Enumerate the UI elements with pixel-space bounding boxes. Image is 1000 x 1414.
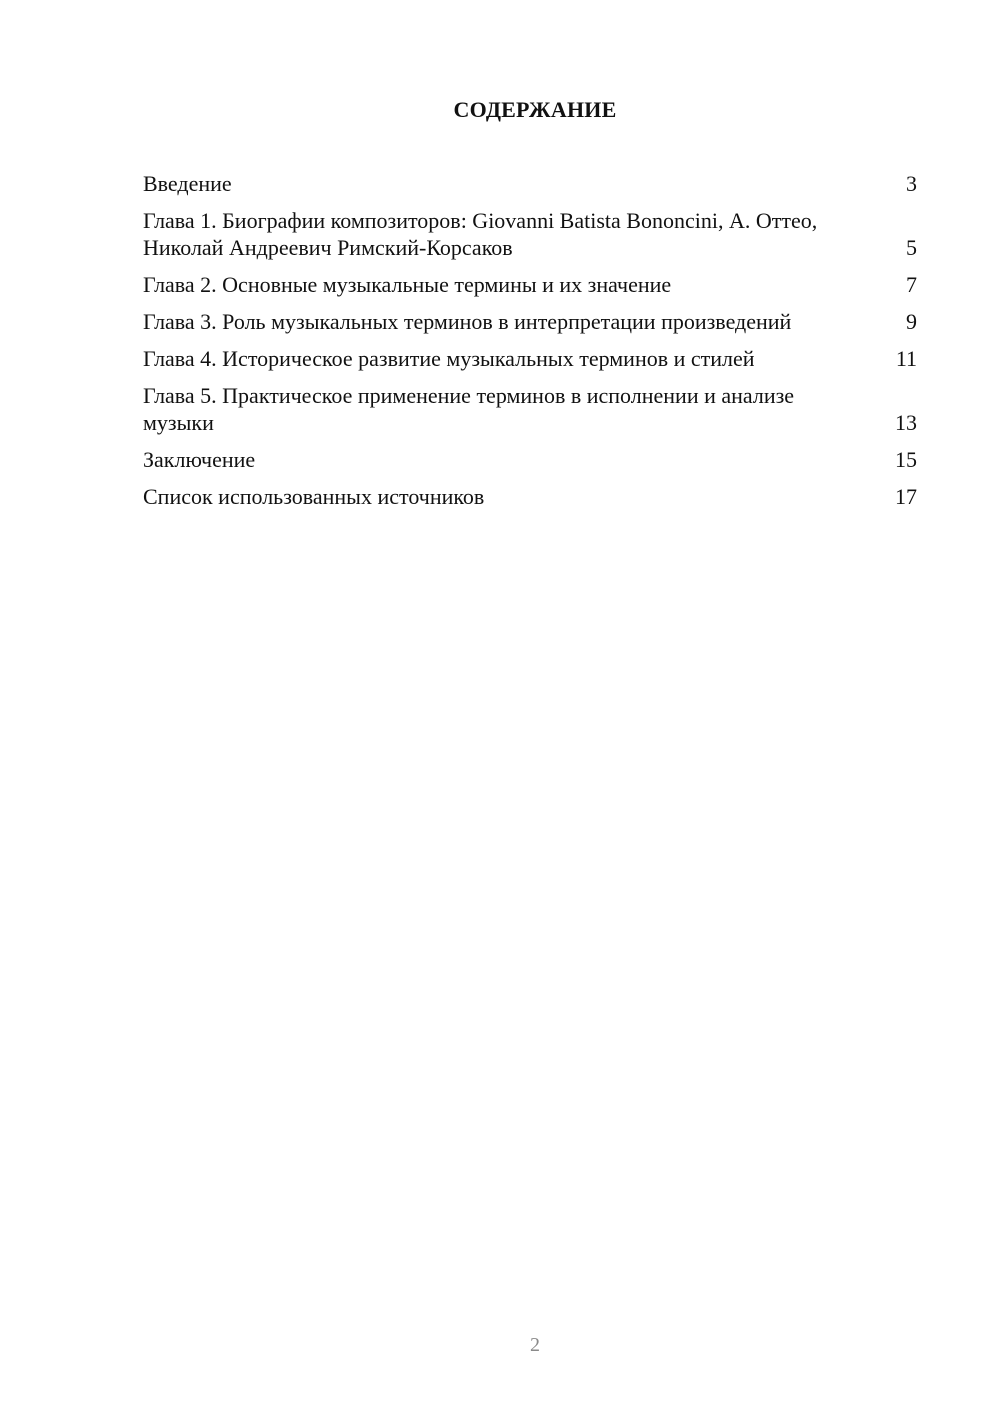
- toc-entry-label: Список использованных источников: [143, 484, 485, 509]
- toc-entry-chapter-4: [143, 345, 919, 372]
- contents-heading: СОДЕРЖАНИЕ: [453, 97, 617, 122]
- toc-entry-label: Введение: [143, 171, 232, 196]
- toc-entry-page: 3: [906, 171, 917, 196]
- toc-entry-page: 7: [906, 272, 917, 297]
- toc-entry-chapter-3: [143, 308, 919, 335]
- toc-entry-label: Глава 4. Историческое развитие музыкальных терминов и стилей: [143, 346, 755, 371]
- toc-entry-page: 13: [895, 410, 917, 435]
- toc-entry-page: 15: [895, 447, 917, 472]
- page-number: 2: [530, 1334, 540, 1356]
- toc-entry-introduction: [143, 170, 919, 197]
- toc-entry-references: [143, 483, 919, 510]
- toc-entry-label: Глава 1. Биографии композиторов: Giovanni Batista Bononcini, А. Оттео, Николай Андреевич Римский-Корсаков: [143, 208, 818, 260]
- toc-entry-label: Заключение: [143, 447, 256, 472]
- toc-entry-label: Глава 5. Практическое применение терминов в исполнении и анализе музыки: [143, 383, 795, 435]
- toc-entry-page: 5: [906, 235, 917, 260]
- table-of-contents: [143, 170, 919, 520]
- toc-entry-conclusion: [143, 446, 919, 473]
- toc-entry-page: 11: [895, 346, 917, 371]
- toc-entry-chapter-5: [143, 382, 919, 436]
- toc-entry-label: Глава 2. Основные музыкальные термины и их значение: [143, 272, 672, 297]
- toc-entry-chapter-2: [143, 271, 919, 298]
- toc-entry-page: 9: [906, 309, 917, 334]
- toc-entry-page: 17: [895, 484, 917, 509]
- toc-entry-label: Глава 3. Роль музыкальных терминов в интерпретации произведений: [143, 309, 792, 334]
- toc-entry-chapter-1: [143, 207, 919, 261]
